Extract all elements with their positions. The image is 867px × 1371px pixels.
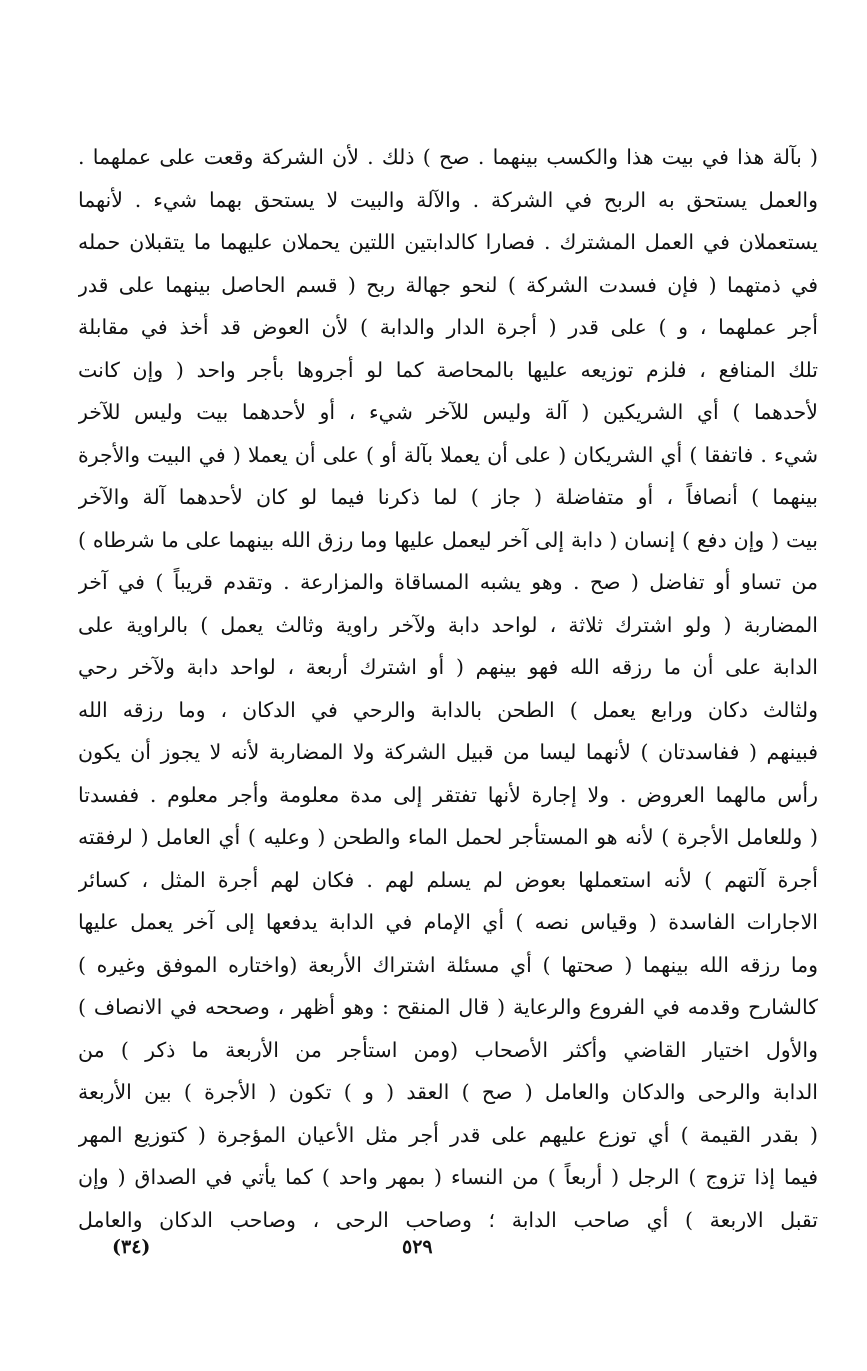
- text-line: الدابة والرحى والدكان والعامل ( صح ) العقد ( و ) تكون ( الأجرة ) بين الأربعة: [78, 1080, 818, 1104]
- text-line: الاجارات الفاسدة ( وقياس نصه ) أي الإمام في الدابة يدفعها إلى آخر يعمل عليها: [78, 910, 818, 934]
- text-line: رأس مالهما العروض . ولا إجارة لأنها تفتقر إلى مدة معلومة وأجر معلوم . ففسدتا: [78, 782, 818, 807]
- text-line: المضاربة ( ولو اشترك ثلاثة ، لواحد دابة ولآخر راوية وثالث يعمل ) بالراوية على: [78, 612, 818, 637]
- text-line: ( بقدر القيمة ) أي توزع عليهم على قدر أجر مثل الأعيان المؤجرة ( كتوزيع المهر: [78, 1122, 818, 1147]
- text-line: لأحدهما ) أي الشريكين ( آلة وليس للآخر شيء ، أو لأحدهما بيت وليس للآخر: [78, 400, 818, 424]
- page-footer: [0, 1236, 867, 1266]
- text-line: والعمل يستحق به الربح في الشركة . والآلة والبيت لا يستحق بهما شيء . لأنهما: [78, 187, 818, 212]
- text-line: أجرة آلتهم ) لأنه استعملها بعوض لم يسلم لهم . فكان لهم أجرة المثل ، كسائر: [78, 867, 818, 892]
- text-line: يستعملان في العمل المشترك . فصارا كالدابتين اللتين يحملان عليهما ما يتقبلان حمله: [78, 230, 818, 254]
- text-line: ( بآلة هذا في بيت هذا والكسب بينهما . صح ) ذلك . لأن الشركة وقعت على عملهما .: [78, 145, 818, 169]
- text-line: فيما إذا تزوج ) الرجل ( أربعاً ) من النساء ( بمهر واحد ) كما يأتي في الصداق ( وإن: [78, 1165, 818, 1189]
- text-line: بيت ( وإن دفع ) إنسان ( دابة إلى آخر ليعمل عليها وما رزق الله بينهما على ما شرطاه ): [78, 527, 818, 552]
- page-number: ٥٢٩: [402, 1236, 433, 1258]
- text-line: شيء . فاتفقا ) أي الشريكان ( على أن يعملا بآلة أو ) على أن يعملا ( في البيت والأجرة: [78, 442, 818, 467]
- text-line: فبينهم ( ففاسدتان ) لأنهما ليسا من قبيل الشركة ولا المضاربة لأنه لا يجوز أن يكون: [78, 740, 818, 764]
- signature-mark: (٣٤): [112, 1236, 151, 1258]
- text-line: من تساو أو تفاضل ( صح . وهو يشبه المساقاة والمزارعة . وتقدم قريباً ) في آخر: [78, 570, 818, 594]
- text-line: وما رزقه الله بينهما ( صحتها ) أي مسئلة اشتراك الأربعة (واختاره الموفق وغيره ): [78, 952, 818, 977]
- page-body: [78, 136, 818, 1241]
- text-line: كالشارح وقدمه في الفروع والرعاية ( قال المنقح : وهو أظهر ، وصححه في الانصاف ): [78, 995, 818, 1019]
- text-line: الدابة على أن ما رزقه الله فهو بينهم ( أو اشترك أربعة ، لواحد دابة ولآخر رحي: [78, 655, 818, 679]
- text-line: أجر عملهما ، و ) على قدر ( أجرة الدار والدابة ) لأن العوض قد أخذ في مقابلة: [78, 315, 818, 339]
- text-line: ( وللعامل الأجرة ) لأنه هو المستأجر لحمل الماء والطحن ( وعليه ) أي العامل ( لرفقته: [78, 825, 818, 849]
- text-line: بينهما ) أنصافاً ، أو متفاضلة ( جاز ) لما ذكرنا فيما لو كان لأحدهما آلة والآخر: [78, 485, 818, 509]
- text-line: تقبل الاربعة ) أي صاحب الدابة ؛ وصاحب الرحى ، وصاحب الدكان والعامل: [78, 1207, 818, 1232]
- text-line: والأول اختيار القاضي وأكثر الأصحاب (ومن استأجر من الأربعة ما ذكر ) من: [78, 1037, 818, 1062]
- text-line: في ذمتهما ( فإن فسدت الشركة ) لنحو جهالة ربح ( قسم الحاصل بينهما على قدر: [78, 272, 818, 297]
- text-line: تلك المنافع ، فلزم توزيعه عليها بالمحاصة كما لو أجروها بأجر واحد ( وإن كانت: [78, 357, 818, 382]
- text-line: ولثالث دكان ورابع يعمل ) الطحن بالدابة والرحي في الدكان ، وما رزقه الله: [78, 697, 818, 722]
